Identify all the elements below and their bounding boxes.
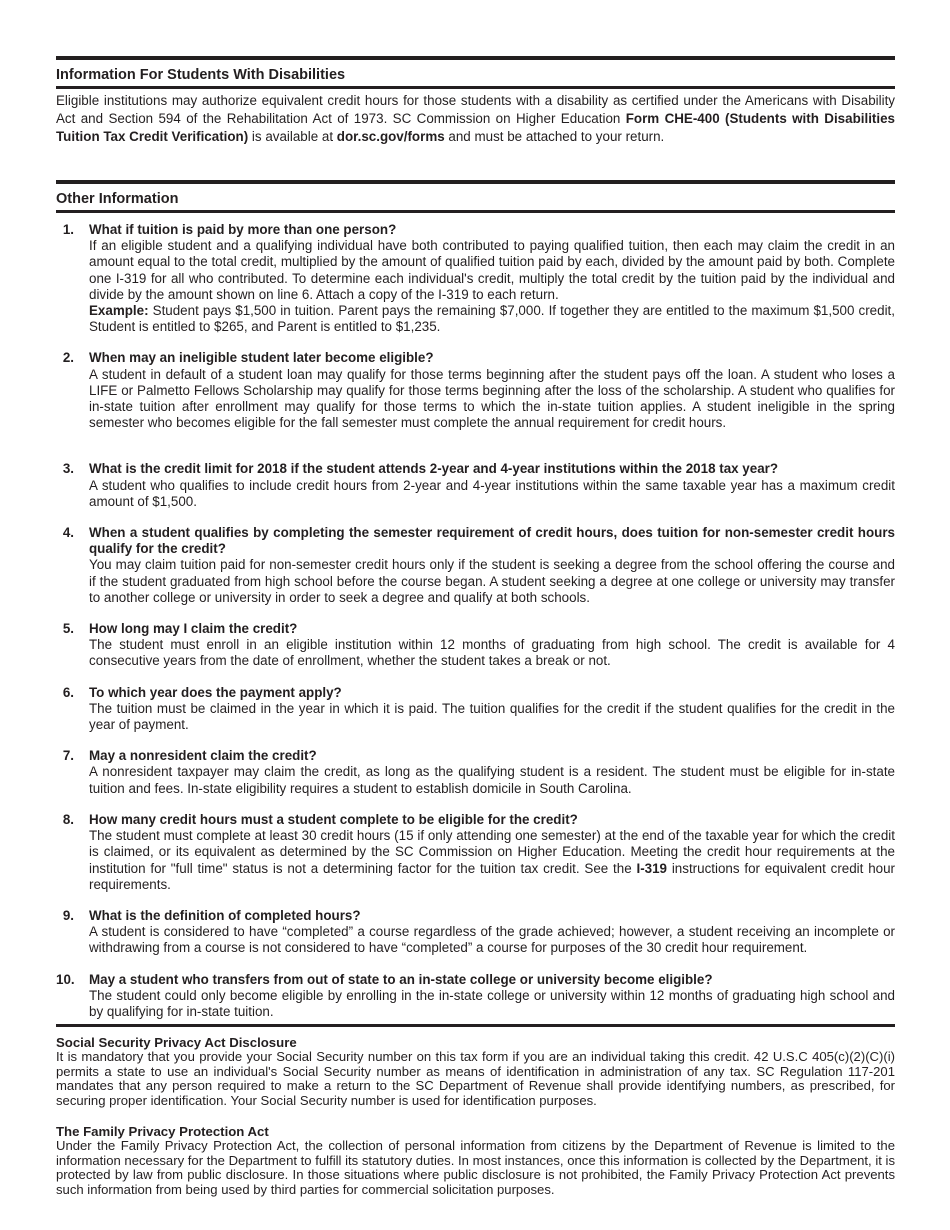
other-section-title: Other Information bbox=[56, 191, 179, 207]
faq-answer-text-1: The student must complete at least 30 credit hours (15 if only attending one semester) at the end of the taxable year for which the credit is claimed, or its equivalent as determined by the SC Commission on Higher Education. Meeting the credit hour requirements at the institution for "full time" status is not a determining factor for the tuition tax credit. See the bbox=[89, 828, 895, 876]
faq-example bbox=[89, 303, 895, 335]
faq-answer: If an eligible student and a qualifying individual have both contributed to paying qualified tuition, then each may claim the credit in an amount equal to the total credit, multiplied by the amount of qualified tuition paid by each, divided by the amount paid by both. Complete one I-319 for all who contributed. To determine each individual's credit, multiply the total credit by the tuition paid by the individual and divide by the amount shown on line 6. Attach a copy of the I-319 to each return. bbox=[89, 238, 895, 302]
disabilities-section-title: Information For Students With Disabilities bbox=[56, 67, 346, 83]
disabilities-text-2: is available at bbox=[248, 129, 337, 144]
disabilities-text-1: Eligible institutions may authorize equivalent credit hours for those students with a disability as certified under the Americans with Disability Act and Section 594 of the Rehabilitation Act of 1973. SC Commission on Higher Education bbox=[56, 93, 895, 126]
faq-question: What is the definition of completed hours? bbox=[89, 907, 361, 923]
faq-number: 3. bbox=[62, 461, 74, 477]
faq-answer: You may claim tuition paid for non-semester credit hours only if the student is seeking a degree from the school offering the course and if the student graduated from high school before the course began. A student seeking a degree at one college or university may transfer to another college or university in order to seek a degree and qualify at both schools. bbox=[89, 557, 895, 605]
faq-item-3 bbox=[56, 461, 895, 510]
form-che-400-name: Form CHE-400 (Students with Disabilities Tuition Tax Credit Verification) bbox=[56, 111, 895, 144]
faq-question: May a student who transfers from out of state to an in-state college or university become eligible? bbox=[89, 971, 713, 987]
faq-number: 8. bbox=[62, 811, 74, 827]
faq-answer: A student is considered to have “completed” a course regardless of the grade achieved; however, a student receiving an incomplete or withdrawing from a course is not considered to have “completed” a course for purposes of the 30 credit hour requirement. bbox=[89, 924, 895, 956]
faq-answer bbox=[89, 828, 895, 893]
family-privacy-text: Under the Family Privacy Protection Act, the collection of personal information from citizens by the Department of Revenue is limited to the information necessary for the Department to fulfill its statutory duties. In most instances, once this information is collected by the Department, it is protected by law from public disclosure. In those situations where public disclosure is not prohibited, the Family Privacy Protection Act prevents such information from being used by third parties for commercial solicitation purposes. bbox=[56, 1138, 895, 1197]
faq-item-6 bbox=[56, 685, 895, 734]
section-rule bbox=[56, 86, 895, 89]
faq-number: 7. bbox=[62, 748, 74, 764]
faq-number: 4. bbox=[62, 525, 74, 541]
faq-question: What is the credit limit for 2018 if the student attends 2-year and 4-year institutions within the 2018 tax year? bbox=[89, 461, 779, 477]
faq-item-10 bbox=[56, 972, 895, 1021]
family-privacy-title: The Family Privacy Protection Act bbox=[56, 1124, 269, 1140]
faq-item-4 bbox=[56, 525, 895, 606]
faq-question: What if tuition is paid by more than one person? bbox=[89, 222, 397, 237]
forms-url: dor.sc.gov/forms bbox=[336, 129, 445, 144]
faq-item-5 bbox=[56, 621, 895, 670]
faq-item-9 bbox=[56, 908, 895, 957]
faq-answer: A nonresident taxpayer may claim the credit, as long as the qualifying student is a resident. The student must be eligible for in-state tuition and fees. In-state eligibility requires a student to establish domicile in South Carolina. bbox=[89, 764, 895, 796]
faq-question: To which year does the payment apply? bbox=[89, 684, 342, 700]
section-rule bbox=[56, 1024, 895, 1027]
faq-item-7 bbox=[56, 748, 895, 797]
faq-answer: The tuition must be claimed in the year in which it is paid. The tuition qualifies for the credit if the student qualifies for the credit in the year of payment. bbox=[89, 700, 895, 733]
example-text: Student pays $1,500 in tuition. Parent pays the remaining $7,000. If together they are entitled to the maximum $1,500 credit, Student is entitled to $265, and Parent is entitled to $1,235. bbox=[89, 303, 895, 335]
faq-number: 6. bbox=[62, 684, 74, 700]
faq-answer: A student who qualifies to include credit hours from 2-year and 4-year institutions within the same taxable year has a maximum credit amount of $1,500. bbox=[89, 477, 895, 509]
ssn-disclosure-text: It is mandatory that you provide your Social Security number on this tax form if you are an individual taking this credit. 42 U.S.C 405(c)(2)(C)(i) permits a state to use an individual's Social Security number as means of identification in administration of any tax. SC Regulation 117-201 mandates that any person required to make a return to the SC Department of Revenue shall provide identifying numbers, as prescribed, for securing proper identification. Your Social Security number is used for identification purposes. bbox=[56, 1049, 895, 1108]
disabilities-text-3: and must be attached to your return. bbox=[444, 129, 665, 144]
document-page bbox=[56, 56, 895, 1197]
faq-question: How long may I claim the credit? bbox=[89, 621, 298, 637]
faq-item-1 bbox=[56, 222, 895, 335]
ssn-disclosure-title: Social Security Privacy Act Disclosure bbox=[56, 1035, 297, 1051]
form-i-319-ref: I-319 bbox=[636, 860, 668, 876]
faq-answer-text-2: instructions for equivalent credit hour requirements. bbox=[89, 860, 895, 892]
faq-number: 1. bbox=[62, 222, 74, 237]
faq-number: 10. bbox=[56, 971, 75, 987]
faq-answer: A student in default of a student loan may qualify for those terms beginning after the student pays off the loan. A student who loses a LIFE or Palmetto Fellows Scholarship may qualify for those terms beginning after the loss of the scholarship. A student who qualifies for in-state tuition after enrollment may qualify for those terms to which the in-state tuition applies. A student ineligible in the spring semester who becomes eligible for the fall semester must complete the annual requirement for credit hours. bbox=[89, 366, 895, 431]
faq-answer: The student could only become eligible by enrolling in the in-state college or university within 12 months of graduating high school and by qualifying for in-state tuition. bbox=[89, 987, 895, 1019]
faq-number: 5. bbox=[62, 621, 74, 637]
faq-question: How many credit hours must a student complete to be eligible for the credit? bbox=[89, 811, 578, 827]
disabilities-paragraph bbox=[56, 92, 895, 146]
example-label: Example: bbox=[89, 303, 149, 319]
faq-number: 2. bbox=[62, 350, 74, 366]
faq-question: When a student qualifies by completing the semester requirement of credit hours, does tuition for non-semester credit hours qualify for the credit? bbox=[89, 525, 895, 557]
faq-question: May a nonresident claim the credit? bbox=[89, 748, 317, 764]
faq-question: When may an ineligible student later become eligible? bbox=[89, 350, 434, 366]
faq-answer: The student must enroll in an eligible institution within 12 months of graduating from high school. The credit is available for 4 consecutive years from the date of enrollment, whether the student takes a break or not. bbox=[89, 637, 895, 669]
faq-number: 9. bbox=[62, 907, 74, 923]
faq-item-8 bbox=[56, 812, 895, 893]
faq-item-2 bbox=[56, 350, 895, 431]
